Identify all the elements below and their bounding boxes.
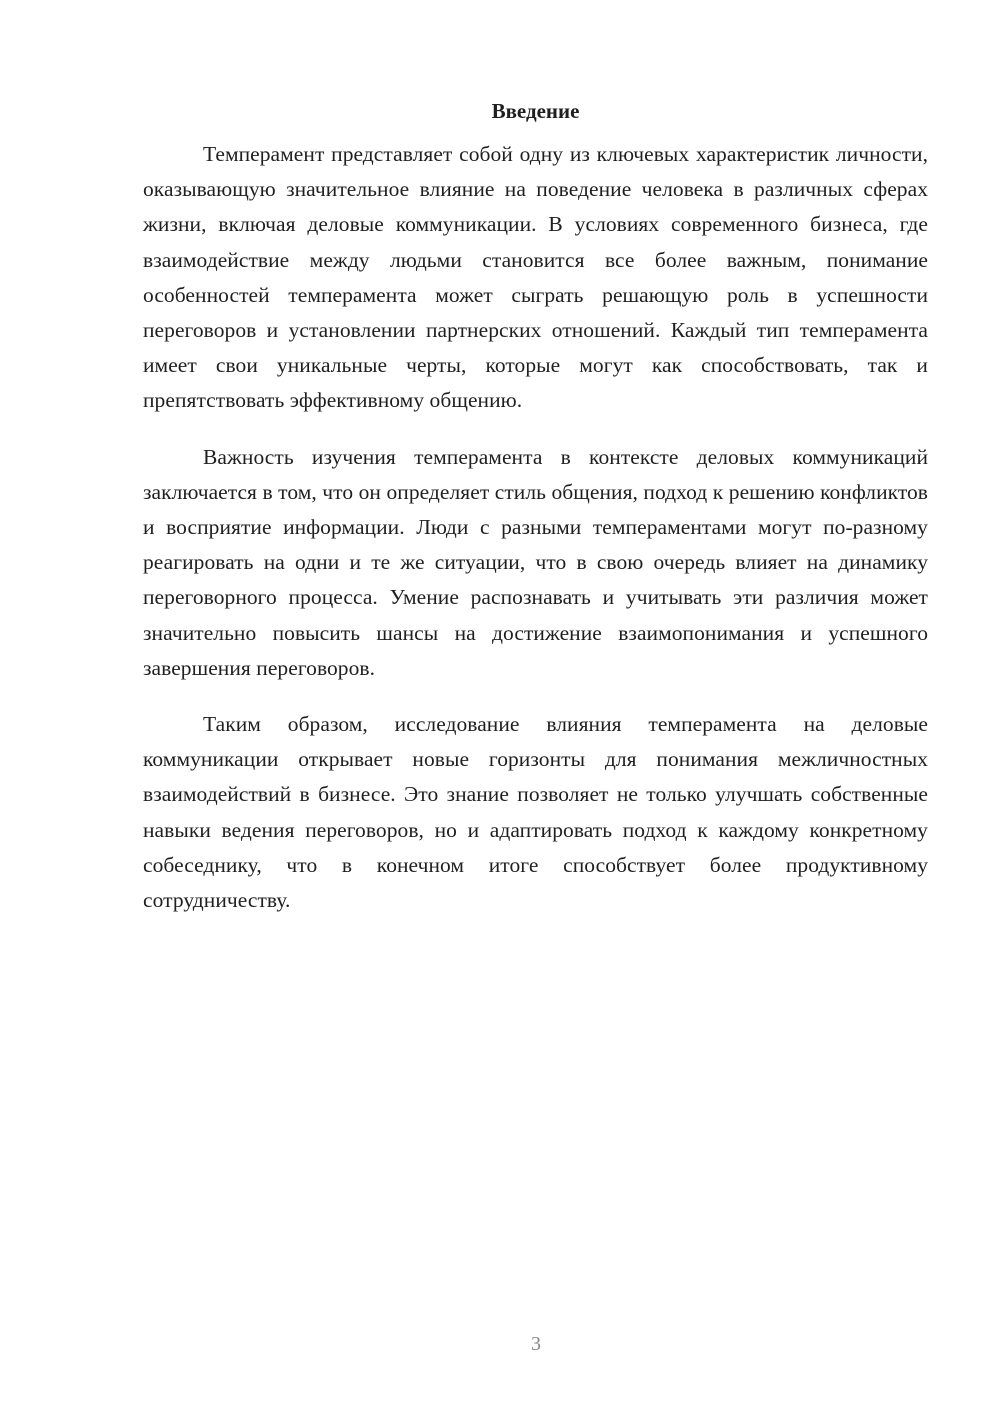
page-number: 3 <box>531 1333 541 1355</box>
section-heading: Введение <box>491 99 580 123</box>
page-content <box>143 95 928 918</box>
paragraph-3: Таким образом, исследование влияния темперамента на деловые коммуникации открывает новые горизонты для понимания межличностных взаимодействий в бизнесе. Это знание позволяет не только улучшать собственные навыки ведения переговоров, но и адаптировать подход к каждому конкретному собеседнику, что в конечном итоге способствует более продуктивному сотрудничеству. <box>143 712 928 913</box>
paragraph-2: Важность изучения темперамента в контексте деловых коммуникаций заключается в том, что он определяет стиль общения, подход к решению конфликтов и восприятие информации. Люди с разными темпераментами могут по-разному реагировать на одни и те же ситуации, что в свою очередь влияет на динамику переговорного процесса. Умение распознавать и учитывать эти различия может значительно повысить шансы на достижение взаимопонимания и успешного завершения переговоров. <box>143 444 928 680</box>
paragraph-1: Темперамент представляет собой одну из ключевых характеристик личности, оказывающую значительное влияние на поведение человека в различных сферах жизни, включая деловые коммуникации. В условиях современного бизнеса, где взаимодействие между людьми становится все более важным, понимание особенностей темперамента может сыграть решающую роль в успешности переговоров и установлении партнерских отношений. Каждый тип темперамента имеет свои уникальные черты, которые могут как способствовать, так и препятствовать эффективному общению. <box>143 142 928 413</box>
